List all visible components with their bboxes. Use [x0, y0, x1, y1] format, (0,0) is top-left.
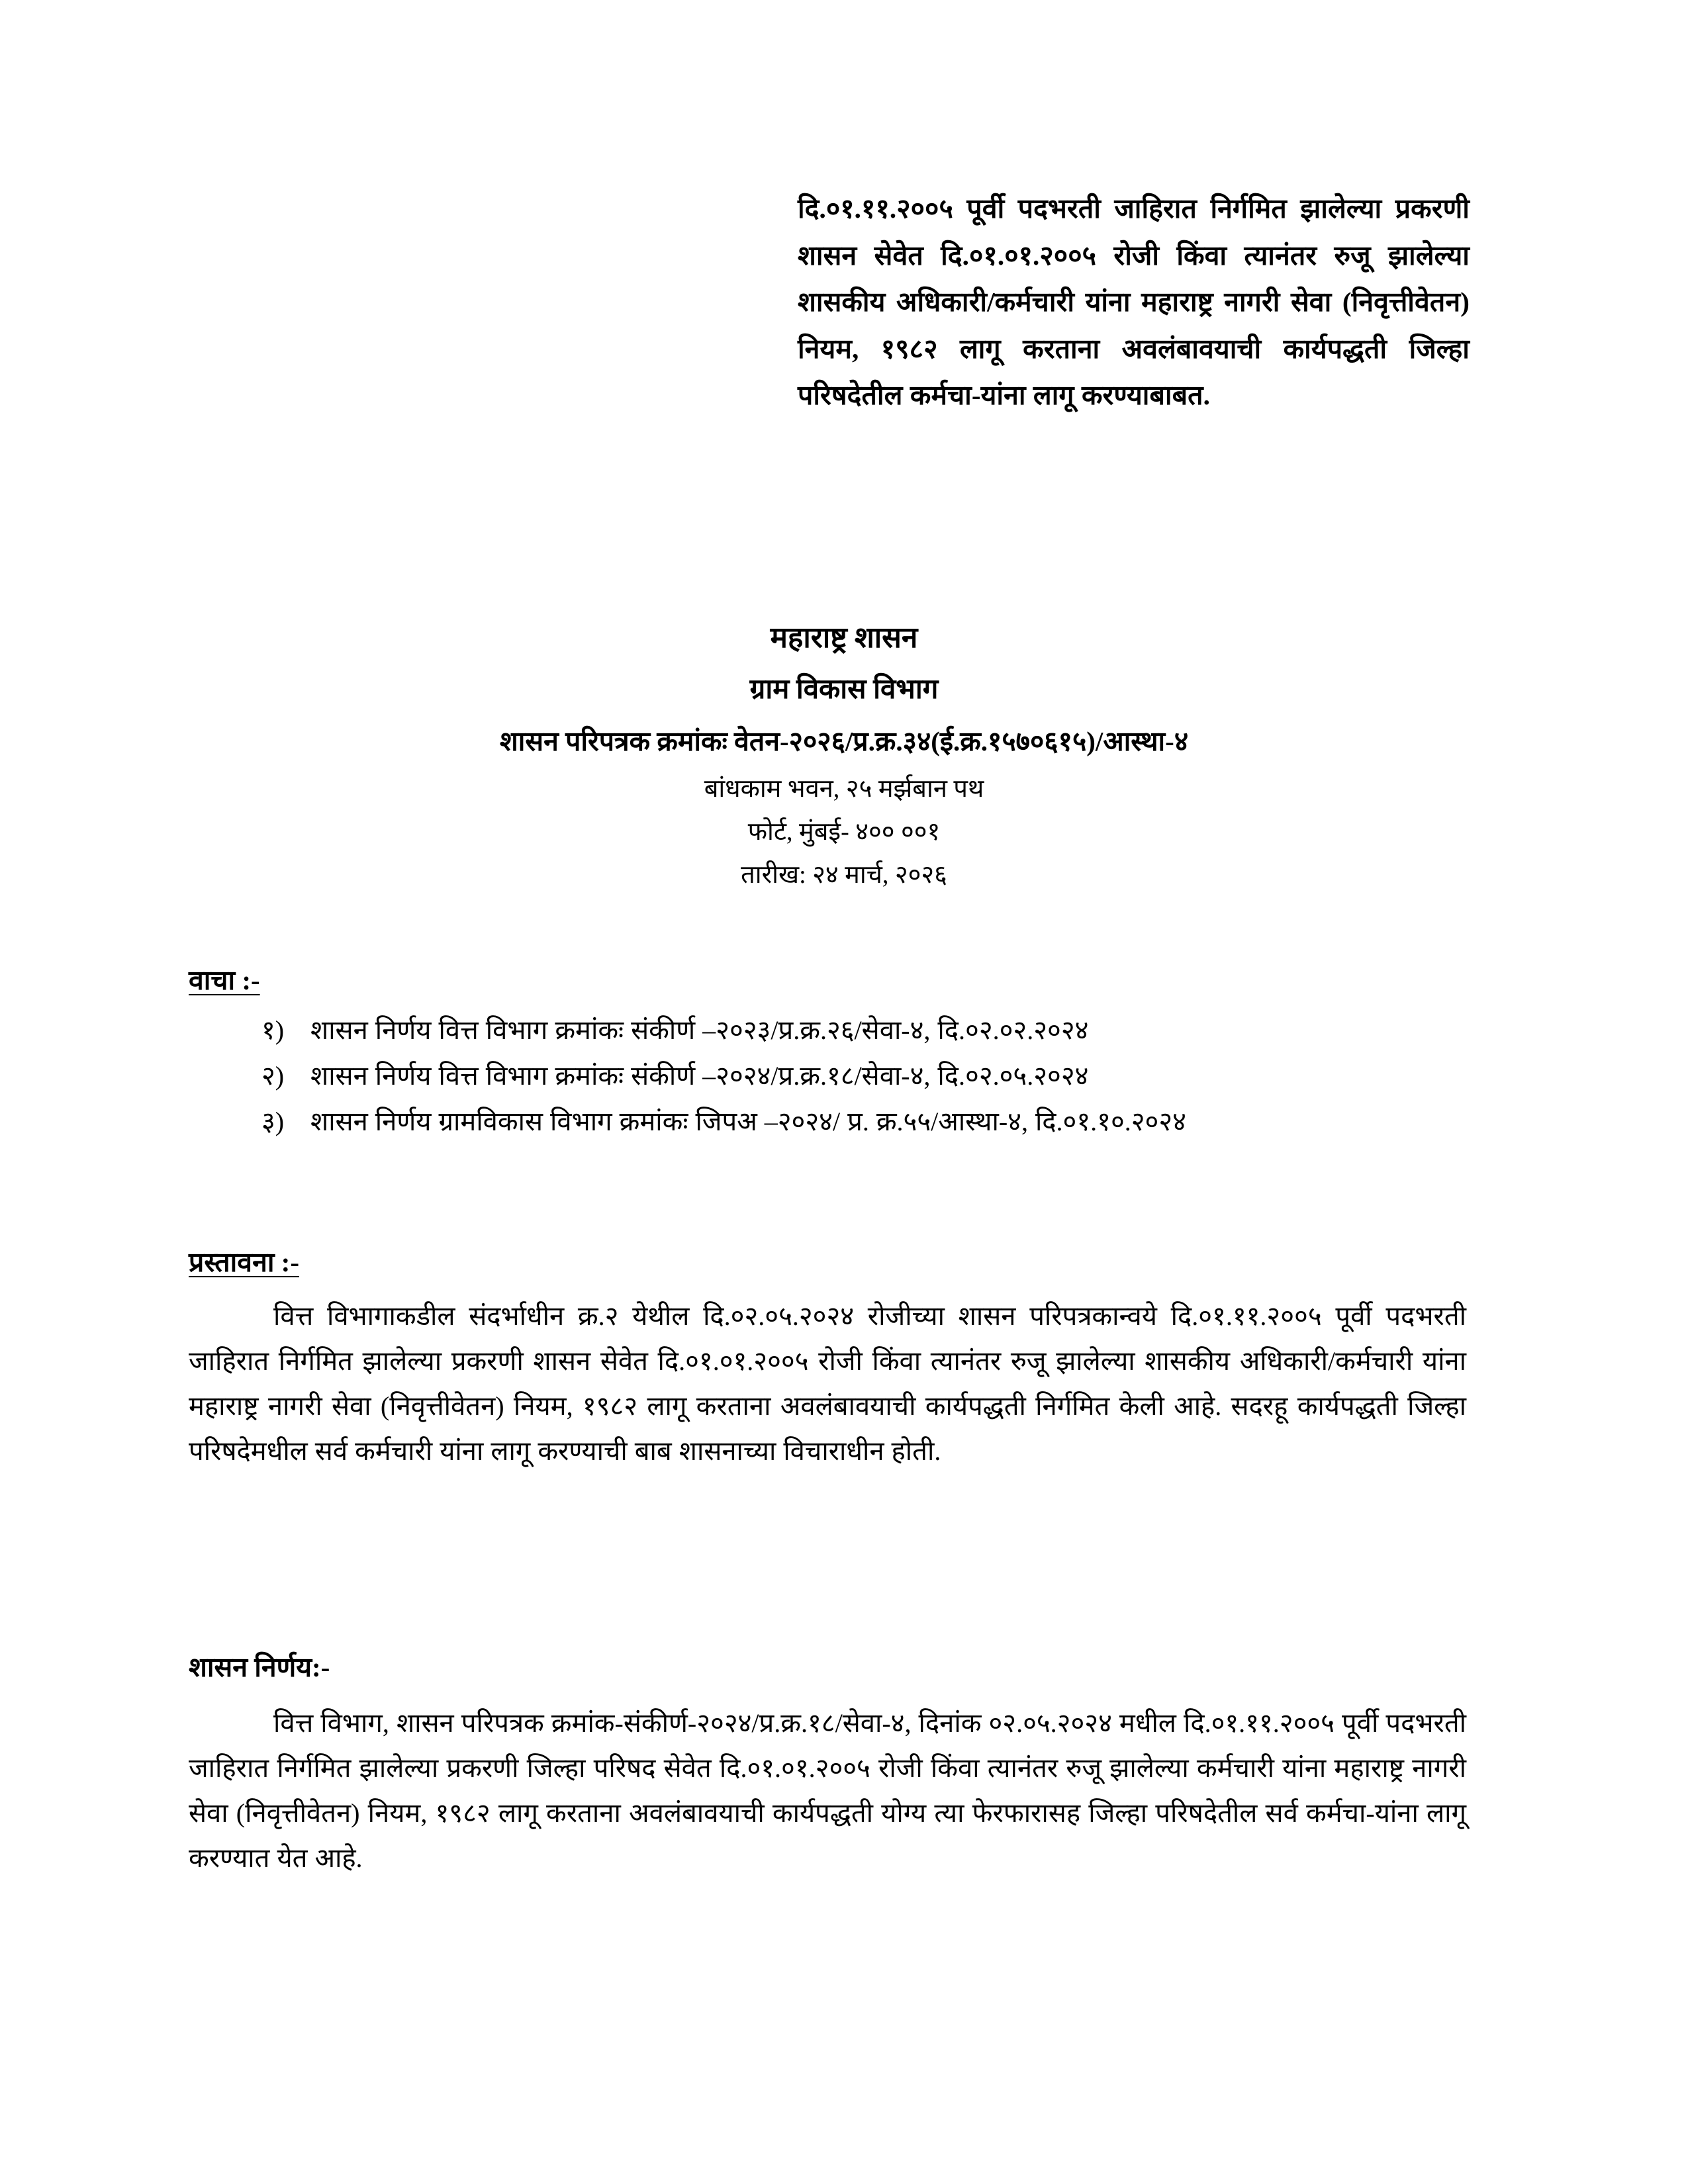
government-header [0, 615, 1688, 899]
list-item [261, 1101, 1446, 1144]
list-item-number: २) [261, 1060, 285, 1091]
list-item-number: ३) [261, 1106, 285, 1136]
list-item-text: शासन निर्णय वित्त विभाग क्रमांकः संकीर्ण –२०२४/प्र.क्र.१८/सेवा-४, दि.०२.०५.२०२४ [310, 1060, 1089, 1091]
section-heading-prastavana: प्रस्तावना :- [189, 1247, 299, 1277]
reference-list [261, 1009, 1446, 1146]
list-item [261, 1055, 1446, 1098]
address-line-1: बांधकाम भवन, २५ मर्झबान पथ [704, 774, 984, 803]
circular-reference-number: शासन परिपत्रक क्रमांकः वेतन-२०२६/प्र.क्र.३४(ई.क्र.१५७०६१५)/आस्था-४ [499, 726, 1189, 757]
subject-block: दि.०१.११.२००५ पूर्वी पदभरती जाहिरात निर्गमित झालेल्या प्रकरणी शासन सेवेत दि.०१.०१.२००५ रोजी किंवा त्यानंतर रुजू झालेल्या शासकीय अधिकारी/कर्मचारी यांना महाराष्ट्र नागरी सेवा (निवृत्तीवेतन) नियम, १९८२ लागू करताना अवलंबावयाची कार्यपद्धती जिल्हा परिषदेतील कर्मचा-यांना लागू करण्याबाबत. [798, 193, 1470, 411]
list-item-text: शासन निर्णय ग्रामविकास विभाग क्रमांकः जिपअ –२०२४/ प्र. क्र.५५/आस्था-४, दि.०१.१०.२०२४ [310, 1106, 1186, 1136]
government-name: महाराष्ट्र शासन [770, 621, 918, 654]
shasan-nirnay-paragraph: वित्त विभाग, शासन परिपत्रक क्रमांक-संकीर्ण-२०२४/प्र.क्र.१८/सेवा-४, दिनांक ०२.०५.२०२४ मधील दि.०१.११.२००५ पूर्वी पदभरती जाहिरात निर्गमित झालेल्या प्रकरणी जिल्हा परिषद सेवेत दि.०१.०१.२००५ रोजी किंवा त्यानंतर रुजू झालेल्या कर्मचारी यांना महाराष्ट्र नागरी सेवा (निवृत्तीवेतन) नियम, १९८२ लागू करताना अवलंबावयाची कार्यपद्धती योग्य त्या फेरफारासह जिल्हा परिषदेतील सर्व कर्मचा-यांना लागू करण्यात येत आहे. [189, 1708, 1466, 1873]
section-heading-vacha: वाचा :- [189, 965, 260, 995]
prastavana-paragraph: वित्त विभागाकडील संदर्भाधीन क्र.२ येथील दि.०२.०५.२०२४ रोजीच्या शासन परिपत्रकान्वये दि.०१.११.२००५ पूर्वी पदभरती जाहिरात निर्गमित झालेल्या प्रकरणी शासन सेवेत दि.०१.०१.२००५ रोजी किंवा त्यानंतर रुजू झालेल्या शासकीय अधिकारी/कर्मचारी यांना महाराष्ट्र नागरी सेवा (निवृत्तीवेतन) नियम, १९८२ लागू करताना अवलंबावयाची कार्यपद्धती निर्गमित केली आहे. सदरहू कार्यपद्धती जिल्हा परिषदेमधील सर्व कर्मचारी यांना लागू करण्याची बाब शासनाच्या विचाराधीन होती. [189, 1301, 1466, 1466]
address-line-2: फोर्ट, मुंबई- ४०० ००१ [747, 817, 941, 846]
list-item-text: शासन निर्णय वित्त विभाग क्रमांकः संकीर्ण –२०२३/प्र.क्र.२६/सेवा-४, दि.०२.०२.२०२४ [310, 1015, 1089, 1045]
list-item [261, 1009, 1446, 1052]
list-item-number: १) [261, 1015, 285, 1045]
department-name: ग्राम विकास विभाग [749, 674, 939, 705]
issue-date: तारीख: २४ मार्च, २०२६ [741, 860, 947, 889]
section-heading-shasan-nirnay: शासन निर्णय:- [189, 1652, 330, 1682]
